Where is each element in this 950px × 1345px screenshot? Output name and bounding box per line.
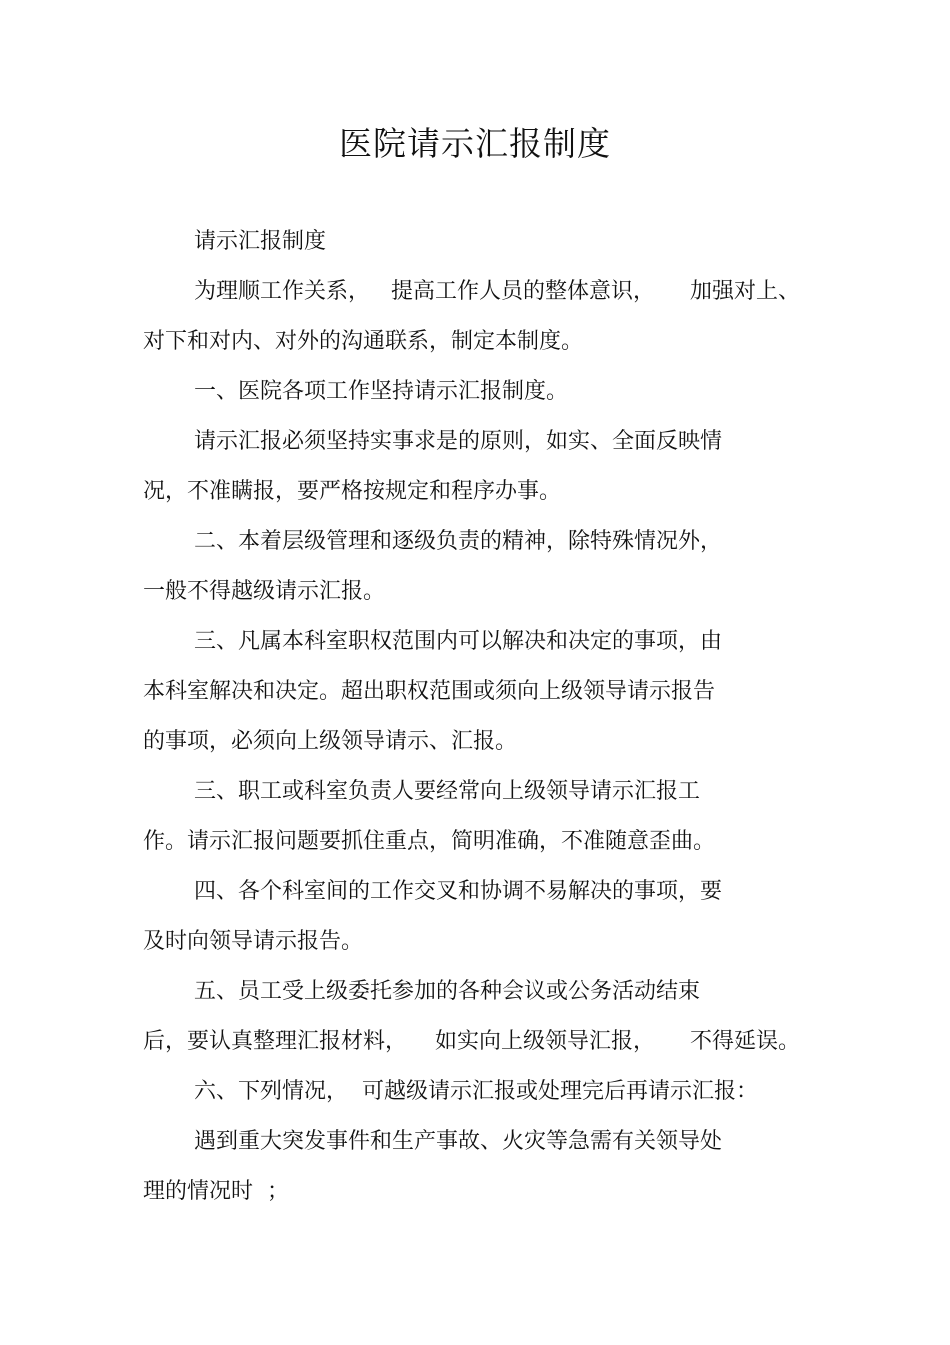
- paragraph-line: 对下和对内、对外的沟通联系，制定本制度。: [143, 329, 584, 354]
- paragraph-line: 况，不准瞒报，要严格按规定和程序办事。: [143, 479, 562, 504]
- paragraph-line: 五、员工受上级委托参加的各种会议或公务活动结束: [194, 979, 701, 1004]
- paragraph-line: 三、职工或科室负责人要经常向上级领导请示汇报工: [194, 779, 701, 804]
- paragraph-line: 本科室解决和决定。超出职权范围或须向上级领导请示报告: [143, 679, 716, 704]
- paragraph-line: 六、下列情况， 可越级请示汇报或处理完后再请示汇报：: [194, 1079, 758, 1104]
- paragraph-line: 二、本着层级管理和逐级负责的精神，除特殊情况外，: [194, 529, 723, 554]
- paragraph-line: 及时向领导请示报告。: [143, 929, 364, 954]
- paragraph-line: 一、医院各项工作坚持请示汇报制度。: [194, 379, 569, 404]
- paragraph-line: 理的情况时 ；: [143, 1179, 289, 1204]
- paragraph-line: 遇到重大突发事件和生产事故、火灾等急需有关领导处: [194, 1129, 723, 1154]
- paragraph-line: 为理顺工作关系， 提高工作人员的整体意识， 加强对上、: [194, 279, 800, 304]
- paragraph-line: 后，要认真整理汇报材料， 如实向上级领导汇报， 不得延误。: [143, 1029, 800, 1054]
- document-title: 医院请示汇报制度: [339, 124, 611, 163]
- paragraph-line: 三、凡属本科室职权范围内可以解决和决定的事项，由: [194, 629, 723, 654]
- paragraph-line: 一般不得越级请示汇报。: [143, 579, 386, 604]
- section-heading: 请示汇报制度: [194, 229, 327, 254]
- paragraph-line: 的事项，必须向上级领导请示、汇报。: [143, 729, 518, 754]
- paragraph-line: 请示汇报必须坚持实事求是的原则，如实、全面反映情: [194, 429, 723, 454]
- paragraph-line: 四、各个科室间的工作交叉和协调不易解决的事项，要: [194, 879, 723, 904]
- paragraph-line: 作。请示汇报问题要抓住重点，简明准确，不准随意歪曲。: [143, 829, 716, 854]
